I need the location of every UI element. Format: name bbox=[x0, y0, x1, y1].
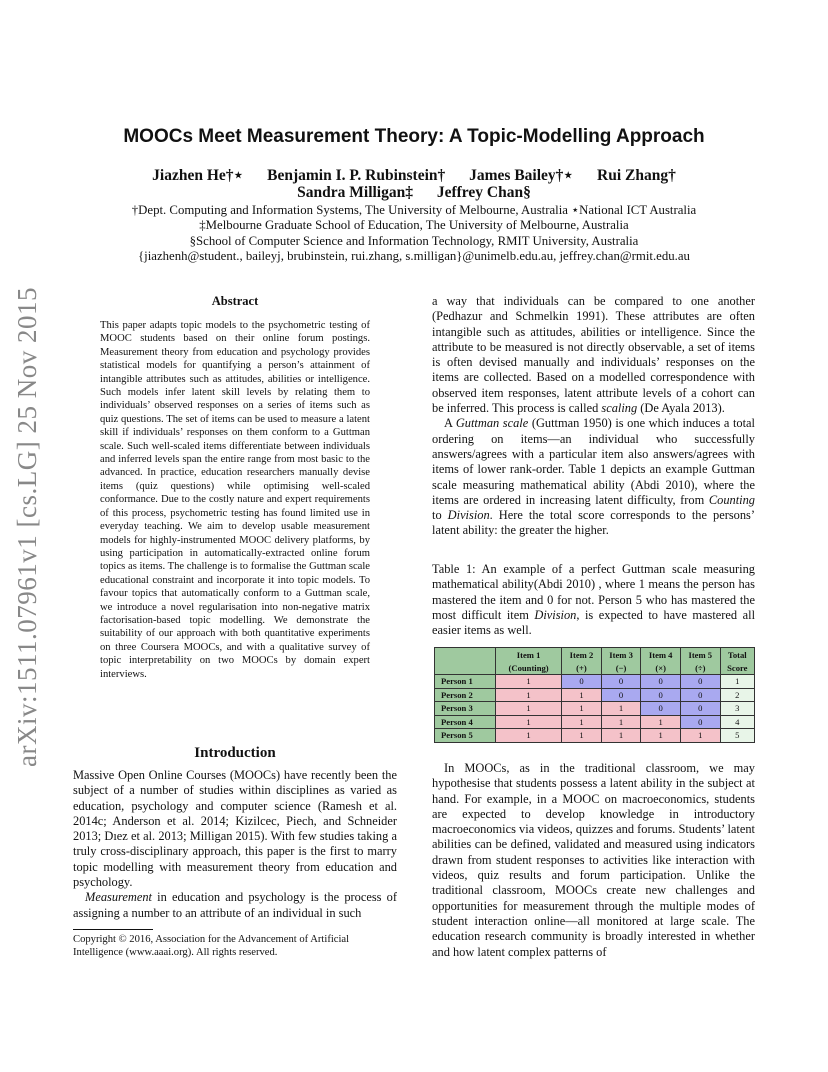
table-cell: 0 bbox=[641, 688, 681, 702]
table-header: Item 3 bbox=[601, 648, 641, 662]
table-header: Total bbox=[720, 648, 754, 662]
emphasis: Measurement bbox=[85, 890, 152, 905]
table-cell: 1 bbox=[641, 715, 681, 729]
emphasis: Division bbox=[447, 508, 490, 523]
right-paragraph-2 bbox=[432, 416, 755, 538]
table-cell: 1 bbox=[680, 729, 720, 743]
author-name: Jiazhen He†⋆ bbox=[152, 167, 244, 184]
table-cell: 0 bbox=[562, 675, 602, 689]
table-cell: 0 bbox=[680, 702, 720, 716]
guttman-scale-table bbox=[434, 647, 755, 743]
table-cell: 1 bbox=[496, 702, 562, 716]
affiliation: ‡Melbourne Graduate School of Education, The University of Melbourne, Australia bbox=[199, 218, 629, 232]
table-cell: 1 bbox=[496, 715, 562, 729]
intro-paragraph-1: Massive Open Online Courses (MOOCs) have recently been the subject of a number of studies within disciplines as varied as education, psychology and computer science (Ramesh et al. 2014c; Anderson et al. 2014; Kizilcec, Piech, and Schneider 2013; Dıez et al. 2013; Milligan 2015). With few studies taking a truly cross-disciplinary approach, this paper is the first to marry topic modelling with measurement theory from education and psychology. bbox=[73, 768, 397, 890]
table-header: (×) bbox=[641, 661, 681, 675]
table-cell: 1 bbox=[562, 715, 602, 729]
abstract-heading: Abstract bbox=[211, 294, 259, 308]
right-column-top bbox=[432, 294, 755, 539]
right-paragraph-1 bbox=[432, 294, 755, 416]
total-score-cell: 4 bbox=[720, 715, 754, 729]
table-cell: 0 bbox=[680, 715, 720, 729]
authors-line-2 bbox=[0, 184, 828, 202]
table-row bbox=[435, 729, 755, 743]
table-row bbox=[435, 702, 755, 716]
total-score-cell: 3 bbox=[720, 702, 754, 716]
caption-text: Table 1: An example of a perfect Guttman scale measuring mathematical ability(Abdi 2010) , where 1 means the person has mastered the item and 0 for not. Person 5 who has mastered the most difficult item bbox=[432, 562, 755, 622]
abstract-text: This paper adapts topic models to the psychometric testing of MOOC students based on their online forum postings. Measurement theory from education and psychology provides statistical models for quantifying a person’s attainment of intangible attributes such as attitudes, abilities or intelligence. Such models infer latent skill levels by relating them to individuals’ observed responses on a series of items such as quiz questions. The set of items can be used to measure a latent skill if individuals’ responses on them conform to a Guttman scale. Such well-scaled items differentiate between individuals and inferred levels span the entire range from most basic to the advanced. In practice, education researchers manually devise items (quiz questions) while optimising well-scaled conformance. Due to the costly nature and expert requirements of this process, psychometric testing has found limited use in everyday teaching. We aim to develop usable measurement models for highly-instrumented MOOC delivery platforms, by using participation in automatically-extracted online forum topics as items. The challenge is to formalise the Guttman scale educational constraint and incorporate it into topic models. To favour topics that automatically conform to a Guttman scale, we introduce a novel regularisation into non-negative matrix factorisation-based topic modelling. We demonstrate the suitability of our approach with both quantitative experiments on three Coursera MOOCs, and with a qualitative survey of topic interpretability on two MOOCs by domain expert interviews. bbox=[100, 320, 370, 680]
table-cell: 1 bbox=[496, 729, 562, 743]
table-cell: 1 bbox=[496, 675, 562, 689]
introduction-heading: Introduction bbox=[194, 745, 276, 761]
paragraph-text: in education and psychology is the process of assigning a number to an attribute of an individual in such bbox=[73, 890, 397, 920]
table-cell: 1 bbox=[562, 729, 602, 743]
table-cell: 0 bbox=[601, 675, 641, 689]
right-paragraph-3: In MOOCs, as in the traditional classroom, we may hypothesise that students possess a latent ability in the subject at hand. For example, in a MOOC on macroeconomics, students are expected to develop knowledge in introductory macroeconomics via videos, quizzes and forums. Students’ latent abilities can be defined, validated and measured using indicators drawn from student responses to activities like interaction with videos, quiz results and forum participation. Unlike the traditional classroom, MOOCs create new challenges and opportunities for measurement through the multiple modes of student interaction online—all monitored at large scale. The education research community is broadly interested in whether and how latent complex patterns of bbox=[432, 761, 755, 959]
row-label: Person 2 bbox=[435, 688, 496, 702]
row-label: Person 5 bbox=[435, 729, 496, 743]
table-caption bbox=[432, 562, 755, 638]
table-cell: 0 bbox=[680, 675, 720, 689]
table-header: Score bbox=[720, 661, 754, 675]
table-cell: 1 bbox=[562, 702, 602, 716]
total-score-cell: 5 bbox=[720, 729, 754, 743]
table-cell: 1 bbox=[562, 688, 602, 702]
total-score-cell: 2 bbox=[720, 688, 754, 702]
table-cell: 1 bbox=[601, 729, 641, 743]
affiliation: †Dept. Computing and Information Systems, The University of Melbourne, Australia ⋆National ICT Australia bbox=[131, 203, 697, 217]
table-cell: 1 bbox=[601, 715, 641, 729]
caption-text: , is expected to have mastered all easier items as well. bbox=[432, 607, 756, 638]
table-header: Item 2 bbox=[562, 648, 602, 662]
table-header-corner bbox=[435, 648, 496, 675]
table-header: (−) bbox=[601, 661, 641, 675]
intro-left-column bbox=[73, 768, 397, 921]
author-emails: {jiazhenh@student., baileyj, brubinstein, rui.zhang, s.milligan}@unimelb.edu.au, jeffrey.chan@rmit.edu.au bbox=[138, 249, 690, 263]
table-header: Item 4 bbox=[641, 648, 681, 662]
paragraph-text: . Here the total score corresponds to the persons’ latent ability: the greater the higher. bbox=[432, 508, 755, 538]
author-name: Rui Zhang† bbox=[597, 167, 676, 184]
footnote-rule bbox=[73, 929, 153, 930]
intro-paragraph-2 bbox=[73, 890, 397, 921]
paper-title: MOOCs Meet Measurement Theory: A Topic-Modelling Approach bbox=[123, 126, 705, 147]
emphasis: Counting bbox=[708, 492, 755, 507]
table-header: (+) bbox=[562, 661, 602, 675]
row-label: Person 1 bbox=[435, 675, 496, 689]
affiliation: §School of Computer Science and Information Technology, RMIT University, Australia bbox=[189, 234, 639, 248]
total-score-cell: 1 bbox=[720, 675, 754, 689]
paragraph-text: (Guttman 1950) is one which induces a total ordering on items—an individual who successfully answers/agrees with a particular item also answers/agrees with items of lower rank-order. Table 1 depicts an example Guttman scale measuring mathematical ability (Abdi 2010), where the items are ordered in increasing latent difficulty, from bbox=[432, 416, 755, 507]
table-cell: 0 bbox=[601, 688, 641, 702]
author-name: Sandra Milligan‡ bbox=[297, 184, 413, 201]
emphasis: scaling bbox=[601, 401, 638, 416]
table-row bbox=[435, 688, 755, 702]
table-header: (÷) bbox=[680, 661, 720, 675]
table-cell: 0 bbox=[680, 688, 720, 702]
table-cell: 0 bbox=[641, 675, 681, 689]
author-name: James Bailey†⋆ bbox=[469, 167, 574, 184]
paragraph-text: (De Ayala 2013). bbox=[637, 401, 725, 416]
emphasis: Guttman scale bbox=[455, 416, 529, 431]
table-cell: 1 bbox=[641, 729, 681, 743]
row-label: Person 3 bbox=[435, 702, 496, 716]
table-header: Item 5 bbox=[680, 648, 720, 662]
paragraph-text: A bbox=[444, 416, 456, 431]
copyright-footnote: Copyright © 2016, Association for the Advancement of Artificial Intelligence (www.aaai.org). All rights reserved. bbox=[73, 934, 350, 958]
table-header: (Counting) bbox=[496, 661, 562, 675]
row-label: Person 4 bbox=[435, 715, 496, 729]
authors-line-1 bbox=[0, 166, 828, 185]
emphasis: Division bbox=[534, 607, 577, 622]
table-cell: 1 bbox=[601, 702, 641, 716]
paragraph-text: a way that individuals can be compared to one another (Pedhazur and Schmelkin 1991). These attributes are often intangible such as attitudes, abilities or intelligence. Since the attribute to be measured is not directly observable, a set of items is often devised manually and individuals’ responses on the items are collected. Based on a modelled correspondence with observed item responses, latent attribute levels of a cohort can be inferred. This process is called bbox=[432, 294, 755, 416]
author-name: Benjamin I. P. Rubinstein† bbox=[267, 167, 446, 184]
table-header: Item 1 bbox=[496, 648, 562, 662]
arxiv-sidebar-stamp: arXiv:1511.07961v1 [cs.LG] 25 Nov 2015 bbox=[12, 287, 42, 767]
author-name: Jeffrey Chan§ bbox=[436, 184, 531, 201]
right-column-bottom bbox=[432, 761, 755, 960]
table-row bbox=[435, 715, 755, 729]
table-cell: 0 bbox=[641, 702, 681, 716]
paragraph-text: to bbox=[432, 508, 448, 523]
table-cell: 1 bbox=[496, 688, 562, 702]
table-body bbox=[435, 675, 755, 743]
table-row bbox=[435, 675, 755, 689]
